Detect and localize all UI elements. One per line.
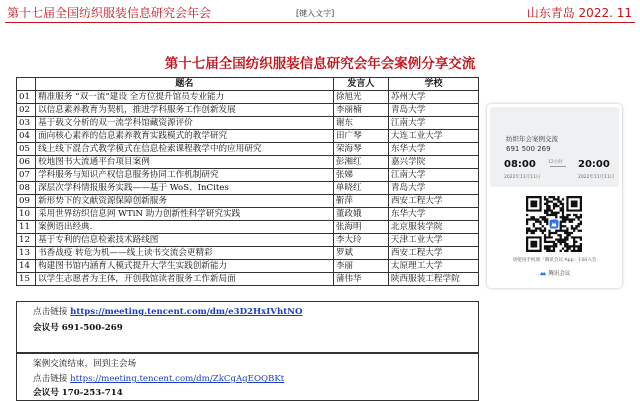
meeting1-link[interactable]: https://meeting.tencent.com/dm/e3D2HxIVhtNO — [70, 307, 303, 317]
school-name: 天津工业大学 — [388, 234, 478, 247]
table-row — [17, 260, 479, 273]
tencent-meeting-logo-icon — [539, 271, 547, 276]
table-row — [17, 221, 479, 234]
meeting1-code-label: 会议号 — [33, 323, 59, 333]
table-row — [17, 247, 479, 260]
case-title: 深层次学科情报服务实践——基于 WoS、InCites — [36, 182, 334, 195]
meeting-qr-card — [487, 104, 622, 288]
school-name: 江南大学 — [388, 117, 478, 130]
school-name: 太原理工大学 — [388, 260, 478, 273]
row-number: 02 — [17, 104, 36, 117]
header-conference-name: 第十七届全国纺织服装信息研究会年会 — [7, 6, 212, 20]
row-number: 10 — [17, 208, 36, 221]
header-location-date: 山东青岛 2022. 11 — [526, 6, 632, 20]
case-title: 以信息素养教育为契机，推进学科服务工作创新发展 — [36, 104, 334, 117]
meeting-info-box-2 — [16, 353, 479, 401]
meeting1-prefix: 点击链接 — [33, 307, 68, 317]
table-row — [17, 195, 479, 208]
table-row — [17, 169, 479, 182]
table-body — [17, 91, 479, 286]
header-title: 题名 — [36, 78, 334, 91]
case-table — [16, 77, 479, 286]
speaker-name: 谢东 — [333, 117, 388, 130]
school-name: 江南大学 — [388, 169, 478, 182]
row-number: 01 — [17, 91, 36, 104]
row-number: 08 — [17, 182, 36, 195]
start-time: 08:00 — [504, 159, 536, 170]
school-name: 东华大学 — [388, 143, 478, 156]
speaker-name: 徐旭光 — [333, 91, 388, 104]
case-title: 以学生志愿者为主体，开创我馆读者服务工作新局面 — [36, 273, 334, 286]
header-speaker: 发言人 — [333, 78, 388, 91]
table-row — [17, 104, 479, 117]
meeting1-code-line — [33, 321, 123, 333]
table-row — [17, 273, 479, 286]
case-title: 基于载文分析的双一流学科馆藏资源评价 — [36, 117, 334, 130]
school-name: 陕西服装工程学院 — [388, 273, 478, 286]
meeting2-prefix: 点击链接 — [33, 374, 68, 384]
case-title: 新形势下的文献资源保障创新服务 — [36, 195, 334, 208]
row-number: 12 — [17, 234, 36, 247]
header-no — [17, 78, 36, 91]
row-number: 04 — [17, 130, 36, 143]
speaker-name: 靳萍 — [333, 195, 388, 208]
row-number: 06 — [17, 156, 36, 169]
row-number: 14 — [17, 260, 36, 273]
meeting-subject: 纺织年会案例交流 — [506, 135, 558, 143]
school-name: 嘉兴学院 — [388, 156, 478, 169]
meeting2-code-label: 会议号 — [33, 388, 59, 398]
speaker-name: 荣海琴 — [333, 143, 388, 156]
meeting-summary-panel — [490, 107, 619, 187]
scan-hint: 请使用手机端「腾讯会议 App」扫码入会 — [512, 258, 597, 263]
row-number: 07 — [17, 169, 36, 182]
meeting1-code: 691-500-269 — [61, 323, 123, 333]
meeting2-link-line — [33, 372, 284, 384]
case-title: 基于专利的信息检索技术路线图 — [36, 234, 334, 247]
tencent-meeting-brand — [487, 269, 622, 277]
speaker-name: 张海明 — [333, 221, 388, 234]
table-row — [17, 182, 479, 195]
row-number: 13 — [17, 247, 36, 260]
school-name: 西安工程大学 — [388, 247, 478, 260]
school-name: 青岛大学 — [388, 104, 478, 117]
case-title: 校地图书大流通平台项目案例 — [36, 156, 334, 169]
table-row — [17, 143, 479, 156]
meeting2-note: 案例交流结束，回到主会场 — [33, 359, 137, 369]
header-placeholder-text[interactable]: [键入文字] — [296, 9, 335, 18]
table-row — [17, 156, 479, 169]
row-number: 03 — [17, 117, 36, 130]
table-row — [17, 91, 479, 104]
end-date: 2022年11月11日 — [578, 175, 615, 180]
case-title: 采用世界纺织信息网 WTiN 助力创新性科学研究实践 — [36, 208, 334, 221]
brand-name: 腾讯会议 — [548, 271, 571, 277]
school-name: 大连工业大学 — [388, 130, 478, 143]
school-name: 青岛大学 — [388, 182, 478, 195]
case-title: 学科服务与知识产权信息服务协同工作机制研究 — [36, 169, 334, 182]
school-name: 北京服装学院 — [388, 221, 478, 234]
meeting1-link-line — [33, 305, 303, 317]
qr-code-icon[interactable] — [526, 196, 582, 252]
table-row — [17, 208, 479, 221]
case-title: 书香战疫 转危为机——线上读书交流会更精彩 — [36, 247, 334, 260]
row-number: 15 — [17, 273, 36, 286]
speaker-name: 彭湘红 — [333, 156, 388, 169]
case-title: 精准服务 “双一流”建设 全方位提升馆员专业能力 — [36, 91, 334, 104]
case-title: 构建图书馆内涵育人模式提升大学生实践创新能力 — [36, 260, 334, 273]
meeting2-link[interactable]: https://meeting.tencent.com/dm/ZkCgAgEOQBKt — [70, 374, 285, 384]
table-row — [17, 234, 479, 247]
speaker-name: 李丽楠 — [333, 104, 388, 117]
case-title: 线上线下混合式教学模式在信息检索课程教学中的应用研究 — [36, 143, 334, 156]
meeting2-code: 170-253-714 — [61, 388, 123, 398]
table-row — [17, 130, 479, 143]
speaker-name: 张娣 — [333, 169, 388, 182]
meeting-duration: 12小时 — [548, 160, 563, 165]
speaker-name: 董政娥 — [333, 208, 388, 221]
page-title: 第十七届全国纺织服装信息研究会年会案例分享交流 — [164, 56, 476, 72]
row-number: 11 — [17, 221, 36, 234]
table-row — [17, 117, 479, 130]
page-header — [0, 0, 640, 22]
end-time: 20:00 — [578, 159, 610, 170]
speaker-name: 蒲伟华 — [333, 273, 388, 286]
school-name: 西安工程大学 — [388, 195, 478, 208]
case-title: 案例语出经典. — [36, 221, 334, 234]
speaker-name: 李丽 — [333, 260, 388, 273]
row-number: 09 — [17, 195, 36, 208]
meeting-number: 691 500 269 — [506, 145, 551, 153]
meeting2-code-line — [33, 386, 123, 398]
school-name: 苏州大学 — [388, 91, 478, 104]
row-number: 05 — [17, 143, 36, 156]
time-separator — [550, 166, 566, 167]
start-date: 2022年11月11日 — [504, 175, 541, 180]
speaker-name: 罗斌 — [333, 247, 388, 260]
speaker-name: 单晓红 — [333, 182, 388, 195]
speaker-name: 李大玲 — [333, 234, 388, 247]
case-title: 面向核心素养的信息素养教育实践模式的教学研究 — [36, 130, 334, 143]
table-header-row — [17, 78, 479, 91]
school-name: 东华大学 — [388, 208, 478, 221]
speaker-name: 田广琴 — [333, 130, 388, 143]
meeting-info-box-1 — [16, 301, 479, 353]
header-divider — [5, 22, 635, 23]
header-school: 学校 — [388, 78, 478, 91]
